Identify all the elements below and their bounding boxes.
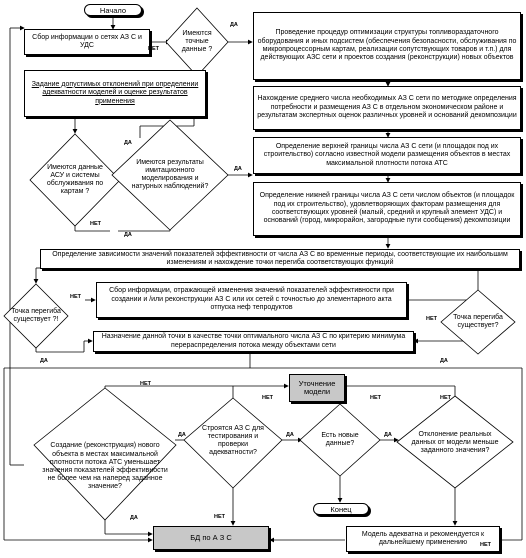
label-no: НЕТ [480, 542, 491, 548]
upper-box: Определение верхней границы числа АЗ С сети (и площадок под их строительство) согласно известной модели размещения объектов в местах максимальной плотности потока АТС [253, 137, 521, 174]
decision-sim-text: Имеются результаты имитационного моделирования и натурных наблюдений? [131, 158, 209, 191]
dependence-box: Определение зависимости значений показателей эффективности от числа АЗ С во временные периоды, соответствующие их наибольшим изменениям и нахождение точки перегиба соответствующих функций [40, 249, 520, 269]
collect-info-box: Сбор информации о сетях АЗ С и УДС [24, 29, 150, 55]
decision-deviation-text: Отклонение реальных данных от модели меньше заданного значения? [411, 430, 499, 455]
assign-box: Назначение данной точки в качестве точки оптимального числа АЗ С по критерию минимума перераспределения потока между объектами сети [93, 331, 414, 352]
label-no: НЕТ [140, 381, 151, 387]
tolerance-box: Задание допустимых отклонений при определении адекватности моделей и оценке результатов применения [24, 70, 206, 117]
optimize-box: Проведение процедур оптимизации структуры топливораздаточного оборудования и иных подсистем (обеспечения безопасности, обслуживания по микропроцессорным картам, реализации сопутствующих товаров и т.п.) для действующих АЗС сети и проектов создания (реконструкции) новых объектов [253, 12, 521, 80]
label-yes: ДА [230, 22, 238, 28]
collect2-box: Сбор информации, отражающей изменения значений показателей эффективности при создании и /или реконструкции АЗ С или их сетей с точностью до элементарного акта отпуска неф тепродуктов [96, 282, 407, 318]
database-box: БД по А З С [153, 526, 269, 550]
decision-inflect1-text: Точка перегиба существует ?! [11, 307, 61, 323]
label-no: НЕТ [148, 46, 159, 52]
label-yes: ДА [384, 432, 392, 438]
decision-inflect2-text: Точка перегиба существует? [453, 313, 503, 329]
decision-create-text: Создание (реконструкция) нового объекта в местах максимальной плотности потока АТС уменьшает значения показателей эффективности не более чем на наперед заданное значение? [42, 442, 168, 491]
label-no: НЕТ [440, 395, 451, 401]
decision-exact-text: Имеются точные данные ? [181, 29, 213, 54]
average-box: Нахождение среднего числа необходимых АЗ С сети по методике определения потребности и размещения АЗ С в отдельном экономическом районе и результатам экспертных оценок различных уровней и оснований декомпозиции [253, 86, 521, 130]
label-yes: ДА [286, 432, 294, 438]
label-no: НЕТ [370, 395, 381, 401]
lower-box: Определение нижней границы числа АЗ С сети числом объектов (и площадок под их строительство), удовлетворяющих факторам размещения для соответствующих уровней (малый, средний и крупный элемент УДС) и оснований (город, микрорайон, загородные пути сообщения) декомпозиции [253, 182, 521, 236]
decision-asu-text: Имеются данные АСУ и системы обслуживания по картам ? [46, 163, 104, 196]
decision-built-text: Строятся АЗ С для тестирования и проверки адекватности? [202, 424, 264, 457]
label-no: НЕТ [426, 316, 437, 322]
label-yes: ДА [130, 515, 138, 521]
end-terminal: Конец [313, 503, 369, 515]
label-no: НЕТ [70, 294, 81, 300]
label-yes: ДА [124, 140, 132, 146]
refine-model-box: Уточнение модели [289, 374, 345, 402]
adequate-box: Модель адекватна и рекомендуется к дальнейшему применению [346, 526, 500, 552]
label-yes: ДА [40, 358, 48, 364]
decision-new-text: Есть новые данные? [321, 431, 359, 447]
label-no: НЕТ [262, 395, 273, 401]
label-no: НЕТ [90, 221, 101, 227]
label-no: НЕТ [214, 514, 225, 520]
label-yes: ДА [234, 166, 242, 172]
label-yes: ДА [178, 432, 186, 438]
start-terminal: Начало [84, 4, 142, 16]
label-yes: ДА [440, 358, 448, 364]
label-yes: ДА [124, 232, 132, 238]
